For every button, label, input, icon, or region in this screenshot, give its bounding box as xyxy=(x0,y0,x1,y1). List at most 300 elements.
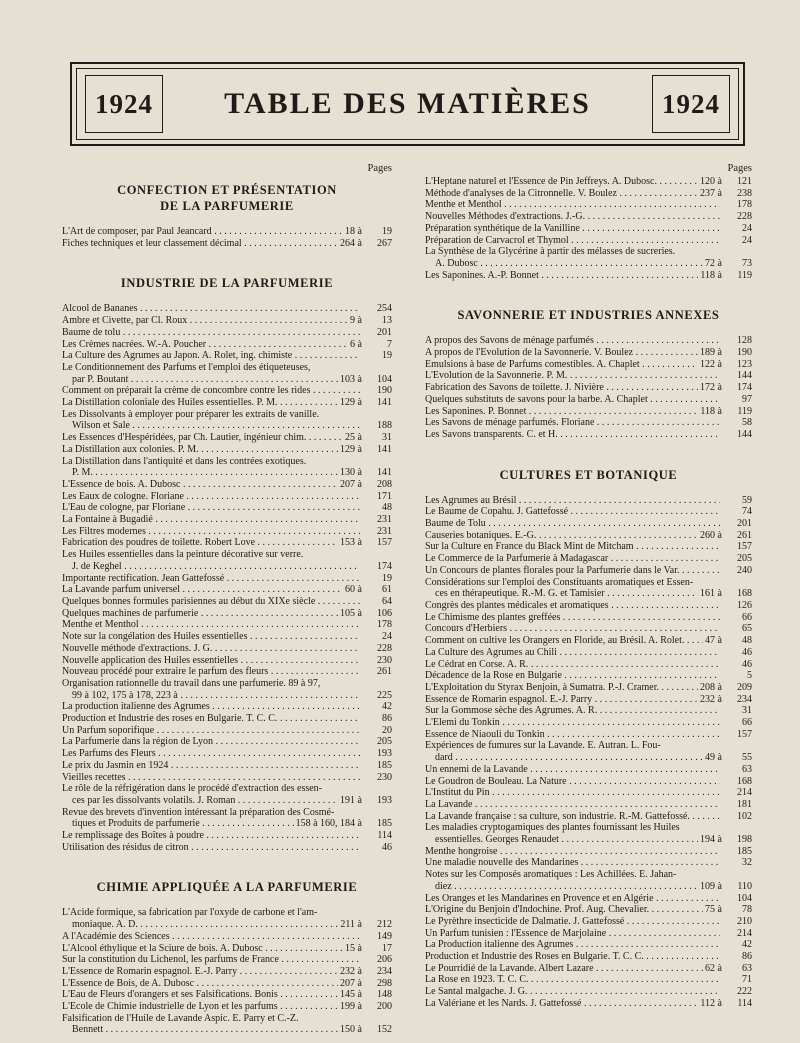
toc-entry xyxy=(425,834,752,846)
toc-entry xyxy=(62,467,392,479)
toc-entry-ref: 191 à xyxy=(340,794,362,806)
toc-entry xyxy=(425,787,752,799)
toc-entry-page: 228 xyxy=(377,642,392,654)
section-title-line: SAVONNERIE ET INDUSTRIES ANNEXES xyxy=(457,308,720,323)
toc-entry xyxy=(425,670,752,682)
toc-entry xyxy=(425,530,752,542)
toc-entry xyxy=(62,444,392,456)
toc-entry-ref: 103 à xyxy=(340,373,362,385)
toc-entry xyxy=(62,350,392,362)
toc-entry-text: ces en thérapeutique. R.-M. G. et Tamisier . . . xyxy=(425,588,698,600)
toc-entry-ref: 6 à xyxy=(350,338,362,350)
toc-entry xyxy=(425,647,752,659)
toc-entry xyxy=(425,893,752,905)
toc-entry-page: 31 xyxy=(742,705,752,717)
toc-entry-text: Le Pourridié de la Lavande. Albert Lazare . . . xyxy=(425,963,703,975)
pages-label: Pages xyxy=(727,163,752,174)
toc-entry-text: Quelques substituts de savons pour la barbe. A. Chaplet . . . xyxy=(425,394,720,406)
toc-entry xyxy=(62,303,392,315)
toc-entry-text: L'Art de composer, par Paul Jeancard . . . xyxy=(62,226,343,238)
section-title-line: CULTURES ET BOTANIQUE xyxy=(499,467,678,482)
toc-entry-page: 71 xyxy=(742,974,752,986)
toc-entry-text: Les Savons transparents. C. et H. . . . xyxy=(425,429,720,441)
toc-entry-text: La production italienne des Agrumes . . . xyxy=(62,701,360,713)
toc-entry-text: Le Baume de Copahu. J. Gattefossé . . . xyxy=(425,506,720,518)
toc-entry-ref: 232 à xyxy=(340,965,362,977)
toc-entry-ref: 207 à xyxy=(340,478,362,490)
toc-entry-page: 222 xyxy=(737,986,752,998)
toc-entry xyxy=(62,432,392,444)
toc-entry xyxy=(425,382,752,394)
toc-entry-ref: 260 à xyxy=(700,529,722,541)
toc-entry-page: 46 xyxy=(742,658,752,670)
toc-entry xyxy=(425,565,752,577)
toc-entry-ref: 120 à xyxy=(700,176,722,187)
toc-entry-page: 86 xyxy=(742,951,752,963)
toc-entry-text: Nouvelles Méthodes d'extractions. J.-G. . . . xyxy=(425,211,720,223)
toc-entry-text: L'Alcool éthylique et la Sciure de bois. A. Dubosc . . . xyxy=(62,943,343,955)
toc-entry-page: 48 xyxy=(742,635,752,647)
toc-entry-page: 141 xyxy=(377,397,392,409)
toc-entry-text: La Synthèse de la Glycérine à partir des mélasses de sucreries. xyxy=(425,246,676,258)
toc-entry-page: 234 xyxy=(737,693,752,705)
toc-entry xyxy=(425,394,752,406)
toc-entry-text: Les Parfums des Fleurs . . . xyxy=(62,748,360,760)
toc-entry-text: Préparation de Carvacrol et Thymol . . . xyxy=(425,235,720,247)
toc-entry xyxy=(425,417,752,429)
toc-entry-text: Les Oranges et les Mandarines en Provence et en Algérie . . . xyxy=(425,893,720,905)
toc-entry-text: tiques et Produits de parfumerie . . . xyxy=(62,818,294,830)
toc-entry-page: 198 xyxy=(737,834,752,846)
toc-entry-page: 141 xyxy=(377,443,392,455)
toc-entry-text: La Lavande française : sa culture, son industrie. R.-M. Gattefossé. . . . xyxy=(425,811,720,823)
toc-entry-ref: 25 à xyxy=(345,432,362,444)
toc-entry xyxy=(425,682,752,694)
toc-entry xyxy=(62,842,392,854)
toc-entry-page: 24 xyxy=(742,222,752,234)
toc-entry-page: 261 xyxy=(377,666,392,678)
toc-entry-page: 148 xyxy=(377,989,392,1001)
toc-entry-page: 86 xyxy=(382,713,392,725)
toc-entry-page: 168 xyxy=(737,588,752,600)
toc-entry-ref: 172 à xyxy=(700,382,722,394)
toc-entry-text: Une maladie nouvelle des Mandarines . . . xyxy=(425,857,720,869)
toc-entry-page: 5 xyxy=(747,670,752,682)
toc-entry-text: Un Concours de plantes florales pour la Parfumerie dans le Var. . . . xyxy=(425,565,720,577)
toc-entry-text: Le Cédrat en Corse. A. R. . . . xyxy=(425,659,720,671)
toc-entry-text: Essence de Romarin espagnol. E.-J. Parry . . . xyxy=(425,694,698,706)
toc-entry-text: A. Dubosc . . . xyxy=(425,258,703,270)
toc-entry-text: A l'Académie des Sciences . . . xyxy=(62,931,360,943)
toc-entry-text: La Distillation coloniale des Huiles essentielles. P. M. . . . xyxy=(62,397,338,409)
spacer xyxy=(425,441,752,461)
toc-entry xyxy=(425,612,752,624)
toc-entry-page: 231 xyxy=(377,525,392,537)
toc-entry-page: 254 xyxy=(377,303,392,315)
toc-entry-page: 174 xyxy=(737,382,752,394)
toc-entry-page: 231 xyxy=(377,514,392,526)
toc-entry xyxy=(425,799,752,811)
toc-entry xyxy=(62,643,392,655)
toc-entry-page: 42 xyxy=(742,939,752,951)
toc-entry-ref: 129 à xyxy=(340,443,362,455)
toc-entry-ref: 118 à xyxy=(700,269,722,281)
toc-entry xyxy=(425,694,752,706)
toc-entry-text: Quelques bonnes formules parisiennes au début du XIXe siècle . . . xyxy=(62,596,360,608)
toc-entry-page: 201 xyxy=(737,518,752,530)
toc-entry-page: 42 xyxy=(382,701,392,713)
toc-entry xyxy=(425,518,752,530)
toc-entry-page: 212 xyxy=(377,919,392,931)
toc-entry xyxy=(425,370,752,382)
toc-entry-text: Fabrication des poudres de toilette. Robert Love . . . xyxy=(62,537,338,549)
toc-entry-page: 7 xyxy=(387,338,392,350)
toc-entry xyxy=(425,881,752,893)
toc-entry xyxy=(62,315,392,327)
toc-entry-text: Organisation rationnelle du travail dans une parfumerie. 89 à 97, xyxy=(62,677,321,689)
toc-entry-text: Sur la Culture en France du Black Mint de Mitcham . . . xyxy=(425,541,720,553)
toc-entry-text: Un Parfum tunisien : l'Essence de Marjolaine . . . xyxy=(425,928,720,940)
toc-entry-text: Nouvelle application des Huiles essentielles . . . xyxy=(62,655,360,667)
toc-entry-page: 157 xyxy=(737,541,752,553)
toc-entry-text: Comment on préparait la crème de concombre contre les rides . . . xyxy=(62,385,360,397)
toc-entry-page: 106 xyxy=(377,607,392,619)
toc-entry-text: La Distillation dans l'antiquité et dans les contrées exotiques. xyxy=(62,455,307,467)
toc-entry-text: par P. Boutant . . . xyxy=(62,374,338,386)
toc-entry-page: 78 xyxy=(742,904,752,916)
toc-entry-text: Fabrication des Savons de toilette. J. Nivière . . . xyxy=(425,382,698,394)
toc-entry xyxy=(62,226,392,238)
toc-entry xyxy=(62,978,392,990)
toc-entry-page: 102 xyxy=(737,810,752,822)
toc-entry-text: Le Santal malgache. J. G. . . . xyxy=(425,986,720,998)
toc-entry-text: Le Conditionnement des Parfums et l'emploi des étiqueteuses, xyxy=(62,361,311,373)
toc-entry-text: La Lavande parfum universel . . . xyxy=(62,584,343,596)
toc-entry-page: 185 xyxy=(377,818,392,830)
toc-entry-ref: 15 à xyxy=(345,942,362,954)
toc-entry xyxy=(425,188,752,200)
toc-entry-ref: 161 à xyxy=(700,588,722,600)
toc-entry-text: Décadence de la Rose en Bulgarie . . . xyxy=(425,670,720,682)
toc-entry xyxy=(62,795,392,807)
spacer xyxy=(62,853,392,873)
toc-entry-ref: 49 à xyxy=(705,752,722,764)
toc-entry-text: ces par les dissolvants volatils. J. Roman . . . xyxy=(62,795,338,807)
toc-entry xyxy=(62,690,392,702)
toc-entry-ref: 72 à xyxy=(705,257,722,269)
toc-entry xyxy=(425,600,752,612)
toc-entry xyxy=(425,553,752,565)
toc-entry xyxy=(62,1001,392,1013)
toc-entry xyxy=(425,495,752,507)
toc-entry-page: 205 xyxy=(737,553,752,565)
toc-entry xyxy=(62,919,392,931)
section-title xyxy=(425,467,752,483)
toc-entry xyxy=(425,928,752,940)
toc-entry-page: 185 xyxy=(737,845,752,857)
toc-entry-text: L'Evolution de la Savonnerie. P. M. . . . xyxy=(425,370,720,382)
page-title: TABLE DES MATIÈRES xyxy=(224,87,591,120)
toc-entry xyxy=(62,1024,392,1036)
toc-entry-ref: 62 à xyxy=(705,962,722,974)
toc-entry-page: 66 xyxy=(742,717,752,729)
toc-entry-ref: 47 à xyxy=(705,635,722,647)
toc-entry xyxy=(425,752,752,764)
toc-entry xyxy=(62,713,392,725)
toc-entry-text: Revue des brevets d'invention intéressant la préparation des Cosmé- xyxy=(62,806,335,818)
toc-entry xyxy=(62,666,392,678)
toc-entry-page: 74 xyxy=(742,506,752,518)
toc-entry-ref: 208 à xyxy=(700,681,722,693)
section-title xyxy=(62,879,392,895)
toc-entry-ref: 199 à xyxy=(340,1001,362,1013)
toc-entry-page: 230 xyxy=(377,654,392,666)
toc-entry-page: 24 xyxy=(382,631,392,643)
toc-entry-ref: 237 à xyxy=(700,187,722,199)
toc-entry-text: Congrès des plantes médicales et aromatiques . . . xyxy=(425,600,720,612)
toc-entry-text: Les Filtres modernes . . . xyxy=(62,526,360,538)
toc-entry-ref: 207 à xyxy=(340,977,362,989)
toc-entry-text: Sur la constitution du Lichenol, les parfums de France . . . xyxy=(62,954,360,966)
toc-entry-text: Baume de tolu . . . xyxy=(62,327,360,339)
toc-entry-text: Causeries botaniques. E.-G. . . . xyxy=(425,530,698,542)
toc-entry-text: La Parfumerie dans la région de Lyon . . . xyxy=(62,736,360,748)
toc-entry xyxy=(62,818,392,830)
toc-entry-page: 73 xyxy=(742,257,752,269)
toc-entry-text: L'Acide formique, sa fabrication par l'oxyde de carbone et l'am- xyxy=(62,907,318,919)
toc-entry-page: 228 xyxy=(737,211,752,223)
toc-entry-page: 19 xyxy=(382,226,392,237)
toc-entry-text: L'Heptane naturel et l'Essence de Pin Jeffreys. A. Dubosc. . . . xyxy=(425,176,698,188)
toc-entry-text: L'Essence de Romarin espagnol. E.-J. Parry . . . xyxy=(62,966,338,978)
toc-entry-page: 63 xyxy=(742,763,752,775)
toc-entry xyxy=(62,830,392,842)
toc-entry-page: 46 xyxy=(382,841,392,853)
toc-entry-text: Préparation synthétique de la Vanilline . . . xyxy=(425,223,720,235)
toc-entry-page: 214 xyxy=(737,927,752,939)
toc-entry xyxy=(425,199,752,211)
toc-entry xyxy=(62,573,392,585)
toc-entry-text: Le Chimisme des plantes greffées . . . xyxy=(425,612,720,624)
toc-entry xyxy=(425,717,752,729)
toc-entry-text: Nouveau procédé pour extraire le parfum des fleurs . . . xyxy=(62,666,360,678)
toc-entry-text: moniaque. A. D. . . . xyxy=(62,919,338,931)
toc-entry-text: Le Commerce de la Parfumerie à Madagascar . . . xyxy=(425,553,720,565)
toc-entry-text: L'Elemi du Tonkin . . . xyxy=(425,717,720,729)
toc-entry-text: L'Origine du Benjoin d'Indochine. Prof. Aug. Chevalier. . . . xyxy=(425,904,703,916)
toc-entry-page: 267 xyxy=(377,237,392,249)
toc-entry-text: Ambre et Civette, par Cl. Roux . . . xyxy=(62,315,348,327)
toc-entry-text: Expériences de fumures sur la Lavande. E. Autran. L. Fou- xyxy=(425,740,661,752)
toc-entry-page: 48 xyxy=(382,502,392,514)
header-inner-frame xyxy=(76,68,739,140)
toc-entry-text: Les Crèmes nacrées. W.-A. Poucher . . . xyxy=(62,339,348,351)
toc-entry-text: Nouvelle méthode d'extractions. J. G. . . . xyxy=(62,643,360,655)
toc-entry-text: Note sur la congélation des Huiles essentielles . . . xyxy=(62,631,360,643)
toc-entry-page: 114 xyxy=(377,830,392,842)
left-column xyxy=(62,162,392,1036)
toc-entry xyxy=(425,176,752,188)
toc-entry-page: 19 xyxy=(382,572,392,584)
toc-entry-page: 141 xyxy=(377,467,392,479)
toc-entry-text: Les maladies cryptogamiques des plantes fournissant les Huiles xyxy=(425,822,680,834)
section-title-line: DE LA PARFUMERIE xyxy=(160,199,294,213)
toc-entry-text: Menthe et Menthol . . . xyxy=(425,199,720,211)
toc-entry-text: Fiches techniques et leur classement décimal . . . xyxy=(62,238,338,250)
toc-entry-text: Le rôle de la réfrigération dans le procédé d'extraction des essen- xyxy=(62,783,323,795)
toc-entry-text: L'Exploitation du Styrax Benjoin, à Sumatra. P.-J. Cramer. . . . xyxy=(425,682,698,694)
toc-entry-page: 119 xyxy=(737,405,752,417)
toc-entry-page: 144 xyxy=(737,428,752,440)
toc-entry xyxy=(425,359,752,371)
toc-entry xyxy=(62,736,392,748)
section-title xyxy=(62,275,392,291)
toc-entry-page: 225 xyxy=(377,689,392,701)
section-title-line: INDUSTRIE DE LA PARFUMERIE xyxy=(120,276,334,291)
toc-entry-text: Les Essences d'Hespéridées, par Ch. Lautier, ingénieur chim. . . . xyxy=(62,432,343,444)
toc-entry-text: Un Parfum soporifique . . . xyxy=(62,725,360,737)
toc-entry-page: 157 xyxy=(737,728,752,740)
toc-entry xyxy=(62,943,392,955)
toc-entry-page: 123 xyxy=(737,358,752,370)
toc-entry xyxy=(62,561,392,573)
toc-entry-page: 178 xyxy=(737,199,752,211)
toc-entry xyxy=(62,631,392,643)
toc-entry-page: 208 xyxy=(377,478,392,490)
toc-entry-text: Un ennemi de la Lavande . . . xyxy=(425,764,720,776)
toc-entry-page: 17 xyxy=(382,942,392,954)
toc-entry-text: Les Saponines. P. Bonnet . . . xyxy=(425,406,698,418)
toc-entry-page: 65 xyxy=(742,623,752,635)
toc-entry-text: Concours d'Herbiers . . . xyxy=(425,623,720,635)
toc-entry-text: Alcool de Bananes . . . xyxy=(62,303,360,315)
toc-entry-page: 97 xyxy=(742,393,752,405)
section-title xyxy=(425,307,752,323)
toc-entry-ref: 130 à xyxy=(340,467,362,479)
toc-entry xyxy=(425,846,752,858)
toc-entry xyxy=(62,526,392,538)
toc-entry xyxy=(62,584,392,596)
toc-entry-text: La Lavande . . . xyxy=(425,799,720,811)
toc-entry-page: 178 xyxy=(377,619,392,631)
toc-entry-page: 206 xyxy=(377,954,392,966)
toc-entry xyxy=(425,623,752,635)
toc-entry-page: 64 xyxy=(382,595,392,607)
toc-entry-page: 261 xyxy=(737,529,752,541)
spacer xyxy=(425,281,752,301)
toc-entry-text: Les Agrumes au Brésil . . . xyxy=(425,495,720,507)
toc-entry-text: 99 à 102, 175 à 178, 223 à . . . xyxy=(62,690,360,702)
toc-entry xyxy=(425,541,752,553)
toc-entry-text: L'Eau de cologne, par Floriane . . . xyxy=(62,502,360,514)
toc-entry-ref: 9 à xyxy=(350,315,362,327)
toc-entry-page: 157 xyxy=(377,537,392,549)
toc-entry-ref: 60 à xyxy=(345,584,362,596)
toc-entry-page: 193 xyxy=(377,748,392,760)
toc-entry-page: 24 xyxy=(742,234,752,246)
toc-entry-text: Considérations sur l'emploi des Constituants aromatiques et Essen- xyxy=(425,576,694,588)
toc-entry-text: La Culture des Agrumes au Chili . . . xyxy=(425,647,720,659)
toc-entry-page: 149 xyxy=(377,930,392,942)
toc-entry-text: Menthe et Menthol . . . xyxy=(62,619,360,631)
toc-entry-ref: 105 à xyxy=(340,607,362,619)
toc-entry-text: La Fontaine à Bugadié . . . xyxy=(62,514,360,526)
toc-entry-text: Les Eaux de cologne. Floriane . . . xyxy=(62,491,360,503)
toc-entry-page: 58 xyxy=(742,417,752,429)
toc-entry xyxy=(425,857,752,869)
toc-entry xyxy=(62,537,392,549)
toc-entry-text: Menthe hongroise . . . xyxy=(425,846,720,858)
toc-entry-text: Wilson et Sale . . . xyxy=(62,420,360,432)
toc-entry-page: 190 xyxy=(377,385,392,397)
toc-entry xyxy=(425,223,752,235)
toc-entry-ref: 232 à xyxy=(700,693,722,705)
toc-entry xyxy=(425,998,752,1010)
toc-entry-page: 238 xyxy=(737,187,752,199)
toc-entry xyxy=(425,764,752,776)
toc-entry-text: Méthode d'analyses de la Citronnelle. V. Boulez . . . xyxy=(425,188,698,200)
toc-entry-text: Quelques machines de parfumerie . . . xyxy=(62,608,338,620)
toc-entry-text: L'Eau de Fleurs d'orangers et ses Falsifications. Bonis . . . xyxy=(62,989,338,1001)
toc-entry-page: 174 xyxy=(377,560,392,572)
toc-entry-page: 171 xyxy=(377,490,392,502)
toc-entry xyxy=(425,347,752,359)
toc-entry-text: Les Huiles essentielles dans la peinture décorative sur verre. xyxy=(62,549,304,561)
pages-label: Pages xyxy=(367,163,392,174)
toc-entry-text: Comment on cultive les Orangers en Floride, au Brésil. A. Rolet. . . . xyxy=(425,635,703,647)
toc-entry-text: Falsification de l'Huile de Lavande Aspic. E. Parry et C.-Z. xyxy=(62,1012,299,1024)
toc-entry-text: P. M. . . . xyxy=(62,467,338,479)
toc-entry-text: Utilisation des résidus de citron . . . xyxy=(62,842,360,854)
toc-entry xyxy=(425,258,752,270)
toc-entry-ref: 75 à xyxy=(705,904,722,916)
toc-entry xyxy=(62,608,392,620)
toc-entry xyxy=(62,931,392,943)
spacer xyxy=(62,249,392,269)
toc-entry-ref: 145 à xyxy=(340,989,362,1001)
toc-entry-page: 104 xyxy=(377,373,392,385)
toc-entry-page: 119 xyxy=(737,269,752,281)
toc-entry-ref: 129 à xyxy=(340,397,362,409)
toc-entry-page: 214 xyxy=(737,787,752,799)
toc-entry xyxy=(425,729,752,741)
toc-entry-page: 55 xyxy=(742,752,752,764)
toc-entry-page: 20 xyxy=(382,724,392,736)
toc-entry-page: 31 xyxy=(382,432,392,444)
toc-entry-page: 210 xyxy=(737,915,752,927)
toc-entry-text: La Culture des Agrumes au Japon. A. Rolet, ing. chimiste . . . xyxy=(62,350,360,362)
toc-entry-page: 234 xyxy=(377,965,392,977)
toc-entry xyxy=(62,238,392,250)
toc-entry-text: La Distillation aux colonies. P. M. . . . xyxy=(62,444,338,456)
toc-entry-ref: 211 à xyxy=(340,919,362,931)
toc-entry-text: J. de Keghel . . . xyxy=(62,561,360,573)
section-title xyxy=(62,182,392,214)
toc-entry xyxy=(62,760,392,772)
toc-entry xyxy=(62,491,392,503)
toc-entry xyxy=(425,659,752,671)
toc-entry-page: 46 xyxy=(742,646,752,658)
toc-entry-text: La Valériane et les Nards. J. Gattefossé . . . xyxy=(425,998,698,1010)
toc-entry-page: 13 xyxy=(382,315,392,327)
toc-entry xyxy=(62,772,392,784)
toc-entry-page: 59 xyxy=(742,494,752,506)
toc-entry-text: Le Goudron de Bouleau. La Nature . . . xyxy=(425,776,720,788)
toc-entry-ref: 153 à xyxy=(340,537,362,549)
toc-entry-text: Notes sur les Composés aromatiques : Les Achillées. E. Jahan- xyxy=(425,869,677,881)
toc-entry xyxy=(62,374,392,386)
toc-entry-page: 19 xyxy=(382,350,392,362)
